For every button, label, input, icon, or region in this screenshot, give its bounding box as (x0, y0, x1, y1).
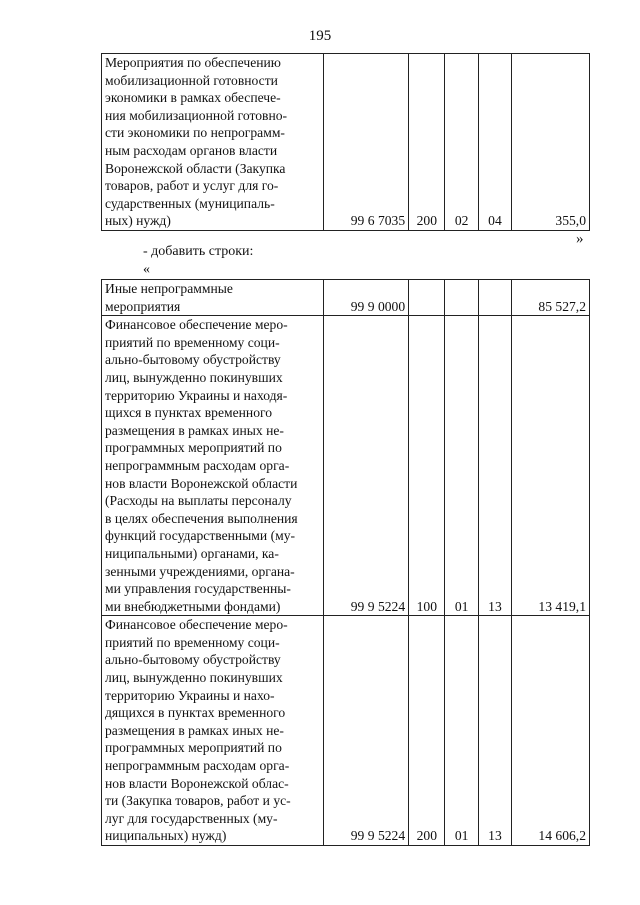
expense-name-line: мероприятия (105, 298, 181, 314)
amount-cell: 13 419,1 (512, 316, 590, 616)
expense-name-line: ниципальными) органами, ка- (105, 545, 279, 561)
expense-name-line: ниципальных) нужд) (105, 828, 227, 844)
target-article-cell: 99 9 0000 (324, 280, 409, 316)
section-cell (445, 280, 478, 316)
expense-name-line: ния мобилизационной готовно- (105, 107, 288, 123)
expense-name-line: мобилизационной готовности (105, 72, 278, 88)
expense-name-line: функций государственными (му- (105, 528, 296, 544)
expense-name-line: территорию Украины и находя- (105, 387, 288, 403)
expense-name-line: лиц, вынужденно покинувших (105, 369, 283, 385)
expense-name-line: Финансовое обеспечение меро- (105, 617, 288, 633)
expense-name-line: экономики в рамках обеспече- (105, 90, 281, 106)
table-row (102, 54, 590, 231)
expense-name-line: Иные непрограммные (105, 281, 233, 296)
expense-type-cell: 200 (409, 54, 445, 231)
expense-name-line: ми внебюджетными фондами) (105, 598, 281, 614)
expense-type-cell (409, 280, 445, 316)
expense-name-line: размещения в рамках иных не- (105, 422, 284, 438)
expense-name-line: ных) нужд) (105, 213, 171, 229)
add-rows-instruction: - добавить строки: (143, 244, 254, 259)
expense-name-line: ми управления государственны- (105, 581, 291, 597)
expense-name-cell (102, 54, 324, 231)
expense-name-line: нов власти Воронежской области (105, 475, 298, 491)
table-row (102, 616, 590, 846)
amount-cell: 14 606,2 (512, 616, 590, 846)
opening-quote: « (143, 262, 150, 277)
section-cell: 02 (445, 54, 478, 231)
subsection-cell: 13 (478, 316, 511, 616)
expense-name-line: непрограммным расходам орга- (105, 758, 290, 774)
target-article-cell: 99 9 5224 (324, 316, 409, 616)
subsection-cell: 13 (478, 616, 511, 846)
closing-quote: » (576, 231, 584, 247)
expense-name-line: (Расходы на выплаты персоналу (105, 493, 292, 509)
expense-type-cell: 100 (409, 316, 445, 616)
expense-name-line: Воронежской области (Закупка (105, 160, 286, 176)
expense-name-cell (102, 280, 324, 316)
section-cell: 01 (445, 316, 478, 616)
expense-name-line: программных мероприятий по (105, 740, 282, 756)
expense-name-line: зенными учреждениями, органа- (105, 563, 295, 579)
expense-name-line: ти (Закупка товаров, работ и ус- (105, 793, 291, 809)
subsection-cell (478, 280, 511, 316)
amount-cell: 85 527,2 (512, 280, 590, 316)
expense-name-line: товаров, работ и услуг для го- (105, 178, 279, 194)
expense-name-line: ально-бытовому обустройству (105, 352, 281, 368)
expense-name-line: приятий по временному соци- (105, 634, 280, 650)
expense-name-line: дящихся в пунктах временного (105, 705, 286, 721)
expense-name-line: сти экономики по непрограмм- (105, 125, 285, 141)
budget-table-existing (101, 53, 590, 231)
target-article-cell: 99 9 5224 (324, 616, 409, 846)
expense-name-line: программных мероприятий по (105, 440, 282, 456)
page-number: 195 (308, 28, 332, 44)
expense-type-cell: 200 (409, 616, 445, 846)
budget-table-added-rows (101, 279, 590, 846)
expense-name-line: в целях обеспечения выполнения (105, 510, 298, 526)
amount-cell: 355,0 (512, 54, 590, 231)
expense-name-line: щихся в пунктах временного (105, 405, 273, 421)
expense-name-line: размещения в рамках иных не- (105, 722, 284, 738)
expense-name-cell (102, 316, 324, 616)
expense-name-line: сударственных (муниципаль- (105, 195, 275, 211)
table-row (102, 316, 590, 616)
expense-name-line: Мероприятия по обеспечению (105, 55, 281, 70)
expense-name-cell (102, 616, 324, 846)
expense-name-line: лиц, вынужденно покинувших (105, 670, 283, 686)
expense-name-line: луг для государственных (му- (105, 810, 278, 826)
target-article-cell: 99 6 7035 (324, 54, 409, 231)
expense-name-line: ально-бытовому обустройству (105, 652, 281, 668)
expense-name-line: непрограммным расходам орга- (105, 457, 290, 473)
expense-name-line: ным расходам органов власти (105, 142, 278, 158)
expense-name-line: нов власти Воронежской облас- (105, 775, 289, 791)
expense-name-line: приятий по временному соци- (105, 334, 280, 350)
expense-name-line: Финансовое обеспечение меро- (105, 317, 288, 333)
expense-name-line: территорию Украины и нахо- (105, 687, 275, 703)
table-row (102, 280, 590, 316)
subsection-cell: 04 (478, 54, 511, 231)
section-cell: 01 (445, 616, 478, 846)
